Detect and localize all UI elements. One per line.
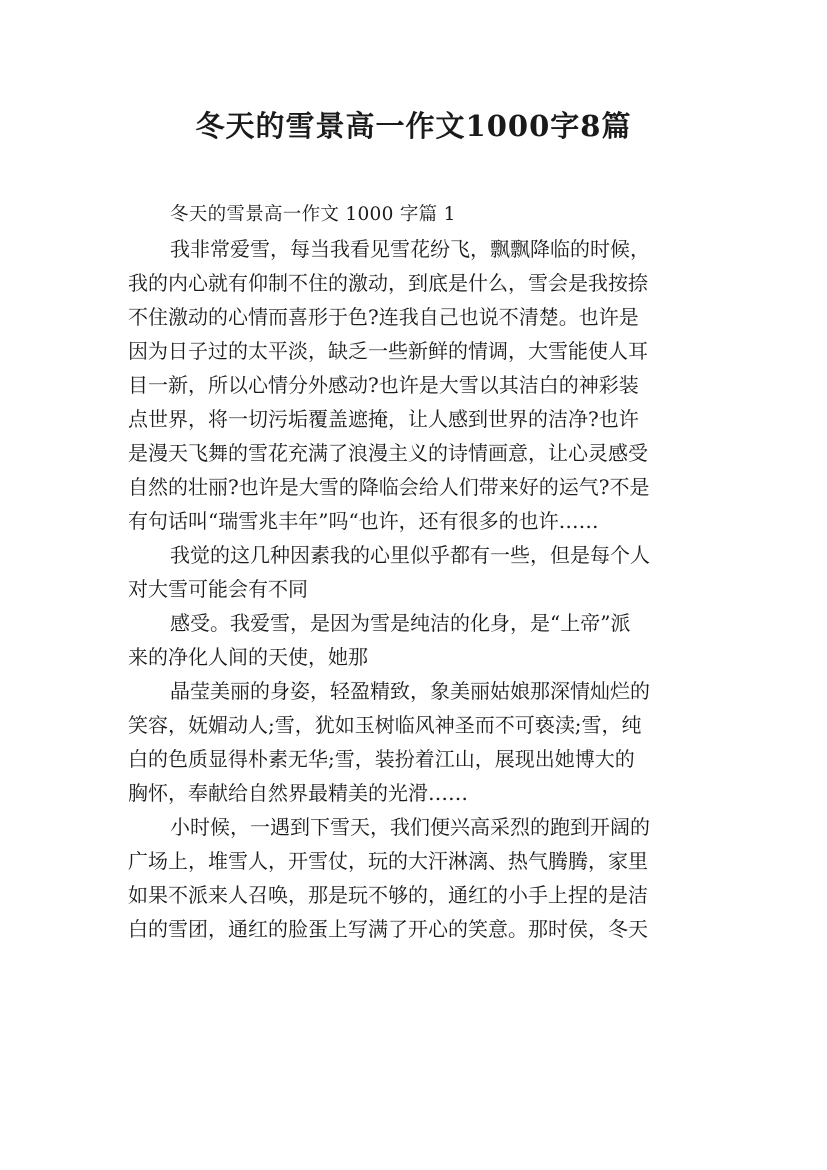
text-line: 笑容，妩媚动人;雪，犹如玉树临风神圣而不可亵渎;雪，纯 — [128, 713, 642, 737]
text-line: 有句话叫“瑞雪兆丰年”吗“也许，还有很多的也许…… — [128, 509, 599, 533]
text-line: 如果不派来人召唤，那是玩不够的，通红的小手上捏的是洁 — [128, 883, 648, 907]
text-line: 是漫天飞舞的雪花充满了浪漫主义的诗情画意，让心灵感受 — [128, 441, 648, 465]
text-line: 感受。我爱雪，是因为雪是纯洁的化身，是“上帝”派 — [170, 611, 631, 635]
text-line: 我的内心就有仰制不住的激动，到底是什么，雪会是我按捺 — [128, 271, 648, 295]
text-line: 广场上，堆雪人，开雪仗，玩的大汗淋漓、热气腾腾，家里 — [128, 849, 648, 873]
text-line: 来的净化人间的天使，她那 — [128, 645, 368, 669]
text-line: 点世界，将一切污垢覆盖遮掩，让人感到世界的洁净?也许 — [128, 407, 639, 431]
text-line: 小时候，一遇到下雪天，我们便兴高采烈的跑到开阔的 — [170, 815, 650, 839]
text-line: 胸怀，奉献给自然界最精美的光滑…… — [128, 781, 468, 805]
text-line: 对大雪可能会有不同 — [128, 577, 308, 601]
document-title: 冬天的雪景高一作文1000字8篇 — [195, 109, 632, 143]
text-line: 晶莹美丽的身姿，轻盈精致，象美丽姑娘那深情灿烂的 — [170, 679, 650, 703]
body-text — [128, 232, 718, 946]
text-line: 白的色质显得朴素无华;雪，装扮着江山，展现出她博大的 — [128, 747, 635, 771]
text-line: 因为日子过的太平淡，缺乏一些新鲜的情调，大雪能使人耳 — [128, 339, 648, 363]
section-heading: 冬天的雪景高一作文 1000 字篇 1 — [170, 204, 456, 225]
text-line: 自然的壮丽?也许是大雪的降临会给人们带来好的运气?不是 — [128, 475, 650, 499]
text-line: 不住激动的心情而喜形于色?连我自己也说不清楚。也许是 — [128, 305, 639, 329]
text-line: 我觉的这几种因素我的心里似乎都有一些，但是每个人 — [170, 543, 650, 567]
text-line: 白的雪团，通红的脸蛋上写满了开心的笑意。那时侯，冬天 — [128, 917, 648, 941]
text-line: 目一新，所以心情分外感动?也许是大雪以其洁白的神彩装 — [128, 373, 639, 397]
text-line: 我非常爱雪，每当我看见雪花纷飞，飘飘降临的时候， — [170, 237, 650, 261]
